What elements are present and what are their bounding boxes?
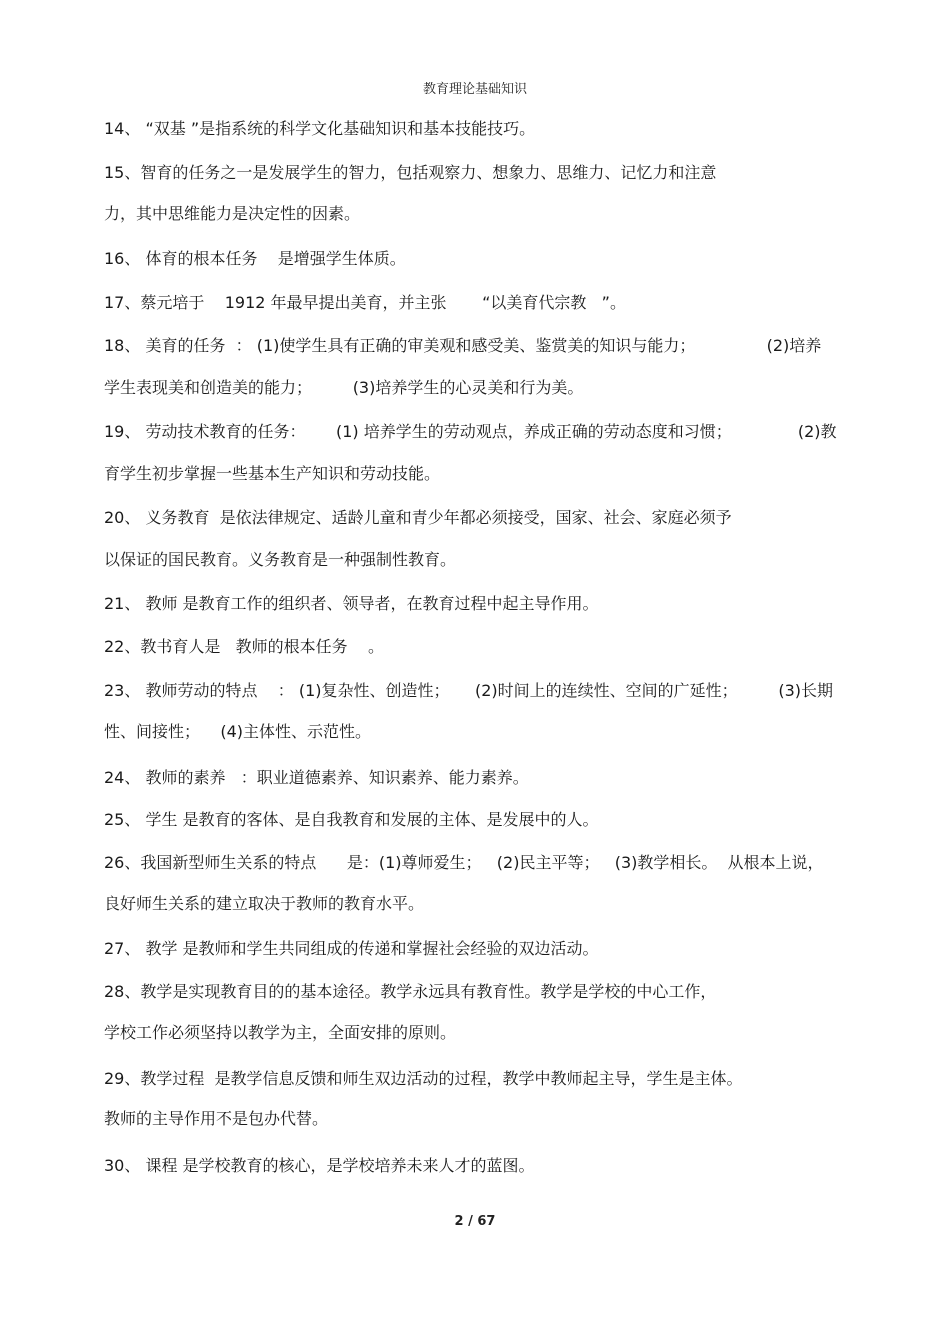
- text-line: 27、 教学 是教师和学生共同组成的传递和掌握社会经验的双边活动。: [104, 939, 599, 958]
- text-line: 25、 学生 是教育的客体、是自我教育和发展的主体、是发展中的人。: [104, 810, 599, 829]
- text-line: 30、 课程 是学校教育的核心，是学校培养未来人才的蓝图。: [104, 1156, 535, 1175]
- text-line: 18、 美育的任务 ： (1)使学生具有正确的审美观和感受美、鉴赏美的知识与能力； (2)培养: [104, 336, 822, 355]
- text-line: 16、 体育的根本任务 是增强学生体质。: [104, 249, 406, 268]
- text-line: 22、教书育人是 教师的根本任务 。: [104, 637, 384, 656]
- text-line: 23、 教师劳动的特点 ： (1)复杂性、创造性； (2)时间上的连续性、空间的广延性； (3)长期: [104, 681, 833, 700]
- text-line: 29、教学过程 是教学信息反馈和师生双边活动的过程，教学中教师起主导，学生是主体。: [104, 1069, 743, 1088]
- text-line: 21、 教师 是教育工作的组织者、领导者，在教育过程中起主导作用。: [104, 594, 599, 613]
- text-line: 20、 义务教育 是依法律规定、适龄儿童和青少年都必须接受，国家、社会、家庭必须予: [104, 508, 732, 527]
- page-header-title: 教育理论基础知识: [422, 82, 527, 97]
- text-line: 24、 教师的素养 ：职业道德素养、知识素养、能力素养。: [104, 768, 529, 787]
- text-line: 26、我国新型师生关系的特点 是：(1)尊师爱生； (2)民主平等； (3)教学相长。 从根本上说，: [104, 853, 824, 872]
- text-line: 以保证的国民教育。义务教育是一种强制性教育。: [104, 550, 457, 569]
- text-line: 14、 “双基 ”是指系统的科学文化基础知识和基本技能技巧。: [104, 119, 536, 138]
- text-line: 28、教学是实现教育目的的基本途径。教学永远具有教育性。教学是学校的中心工作，: [104, 982, 717, 1001]
- text-line: 性、间接性； (4)主体性、示范性。: [104, 722, 372, 741]
- page-number: 2 / 67: [454, 1214, 496, 1229]
- text-line: 15、智育的任务之一是发展学生的智力，包括观察力、想象力、思维力、记忆力和注意: [104, 163, 717, 182]
- text-line: 力，其中思维能力是决定性的因素。: [104, 204, 361, 223]
- text-line: 19、 劳动技术教育的任务： (1) 培养学生的劳动观点，养成正确的劳动态度和习惯； (2)教: [104, 422, 837, 441]
- text-line: 良好师生关系的建立取决于教师的教育水平。: [104, 894, 425, 913]
- text-line: 17、蔡元培于 1912 年最早提出美育，并主张 “以美育代宗教 ”。: [104, 293, 626, 312]
- text-line: 育学生初步掌握一些基本生产知识和劳动技能。: [104, 464, 441, 483]
- text-line: 学生表现美和创造美的能力； (3)培养学生的心灵美和行为美。: [104, 378, 584, 397]
- text-line: 教师的主导作用不是包办代替。: [104, 1109, 329, 1128]
- text-line: 学校工作必须坚持以教学为主，全面安排的原则。: [104, 1023, 457, 1042]
